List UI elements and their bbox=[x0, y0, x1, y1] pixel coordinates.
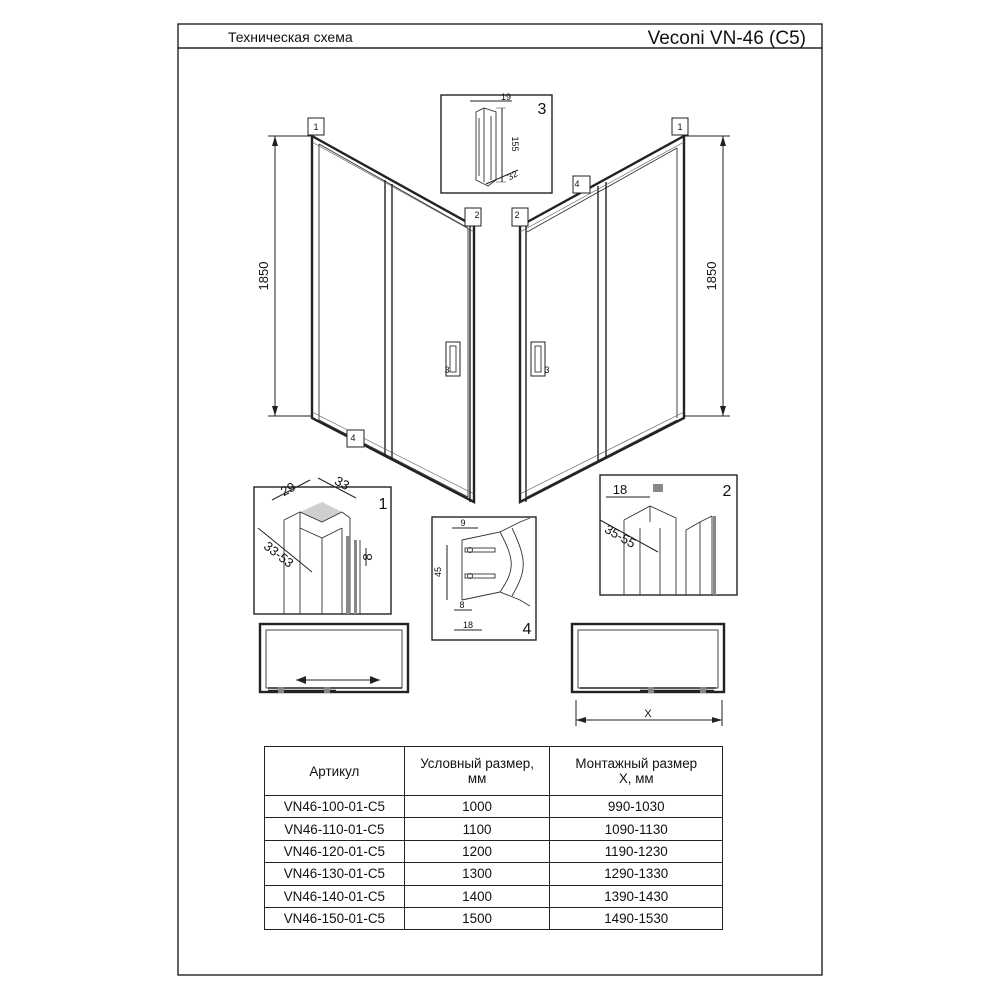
callout-marker-4-right bbox=[573, 176, 590, 193]
callout-marker-4-left bbox=[347, 430, 364, 447]
cell-nominal: 1500 bbox=[404, 907, 550, 929]
cell-nominal: 1000 bbox=[404, 796, 550, 818]
right-enclosure bbox=[520, 136, 684, 502]
table-row bbox=[265, 885, 723, 907]
detail-2-number: 2 bbox=[722, 483, 732, 500]
detail-2-wall-profile bbox=[600, 475, 737, 595]
table-header-row bbox=[265, 747, 723, 796]
callout-marker-1-right bbox=[672, 118, 688, 135]
detail-1-dim-33-53: 33-53 bbox=[261, 538, 297, 571]
cell-article: VN46-120-01-C5 bbox=[265, 840, 405, 862]
cell-article: VN46-140-01-C5 bbox=[265, 885, 405, 907]
cell-article: VN46-130-01-C5 bbox=[265, 863, 405, 885]
svg-text:3: 3 bbox=[544, 365, 550, 375]
table-row bbox=[265, 907, 723, 929]
detail-2-dim-35-55: 35-55 bbox=[602, 521, 639, 551]
cell-nominal: 1200 bbox=[404, 840, 550, 862]
mount-x-label: X bbox=[644, 708, 652, 720]
detail-4-dim-9: 9 bbox=[460, 518, 466, 528]
callout-marker-2-left bbox=[465, 208, 481, 226]
detail-1-corner-profile bbox=[254, 473, 391, 614]
detail-2-dim-18: 18 bbox=[612, 482, 628, 497]
svg-text:2: 2 bbox=[474, 210, 480, 220]
detail-3-number: 3 bbox=[537, 101, 547, 118]
cell-mounting: 1190-1230 bbox=[550, 840, 723, 862]
svg-text:3: 3 bbox=[444, 365, 450, 375]
cell-mounting: 1090-1130 bbox=[550, 818, 723, 840]
callout-marker-3-right bbox=[544, 365, 549, 375]
callout-marker-2-right bbox=[512, 208, 528, 226]
detail-4-dim-18: 18 bbox=[462, 620, 474, 630]
callout-marker-1-left bbox=[308, 118, 324, 135]
plan-view-left bbox=[260, 624, 408, 693]
detail-1-dim-33: 33 bbox=[332, 473, 353, 494]
svg-text:2: 2 bbox=[514, 210, 520, 220]
svg-text:4: 4 bbox=[574, 179, 580, 189]
table-row bbox=[265, 818, 723, 840]
svg-text:4: 4 bbox=[350, 433, 356, 443]
left-height-dimension bbox=[256, 136, 312, 416]
table-row bbox=[265, 796, 723, 818]
detail-1-dim-29: 29 bbox=[277, 479, 298, 500]
left-enclosure bbox=[312, 136, 474, 502]
header-right-title: Veconi VN-46 (C5) bbox=[647, 28, 806, 49]
cell-article: VN46-150-01-C5 bbox=[265, 907, 405, 929]
cell-mounting: 990-1030 bbox=[550, 796, 723, 818]
header-mounting-size: Монтажный размер X, мм bbox=[550, 747, 723, 796]
detail-3-handle bbox=[441, 92, 552, 193]
handle-depth-label: 32 bbox=[505, 168, 520, 183]
detail-1-dim-8: 8 bbox=[360, 553, 375, 561]
header-article: Артикул bbox=[265, 747, 405, 796]
cell-nominal: 1300 bbox=[404, 863, 550, 885]
table-row bbox=[265, 863, 723, 885]
right-height-label: 1850 bbox=[704, 261, 719, 291]
table-row bbox=[265, 840, 723, 862]
cell-nominal: 1100 bbox=[404, 818, 550, 840]
cell-mounting: 1490-1530 bbox=[550, 907, 723, 929]
plan-view-right bbox=[572, 624, 724, 726]
svg-text:1: 1 bbox=[677, 122, 683, 132]
right-height-dimension bbox=[684, 136, 730, 416]
spec-table bbox=[264, 746, 723, 930]
cell-mounting: 1390-1430 bbox=[550, 885, 723, 907]
svg-text:1: 1 bbox=[313, 122, 319, 132]
detail-4-dim-8: 8 bbox=[459, 600, 465, 610]
cell-article: VN46-100-01-C5 bbox=[265, 796, 405, 818]
detail-4-bottom-guide bbox=[432, 517, 536, 640]
detail-1-number: 1 bbox=[378, 496, 388, 513]
detail-4-dim-45: 45 bbox=[433, 566, 443, 578]
detail-4-number: 4 bbox=[522, 621, 532, 638]
cell-nominal: 1400 bbox=[404, 885, 550, 907]
cell-mounting: 1290-1330 bbox=[550, 863, 723, 885]
cell-article: VN46-110-01-C5 bbox=[265, 818, 405, 840]
left-height-label: 1850 bbox=[256, 261, 271, 291]
header-left-title: Техническая схема bbox=[228, 29, 353, 45]
handle-width-label: 19 bbox=[500, 92, 512, 102]
header-nominal-size: Условный размер, мм bbox=[404, 747, 550, 796]
callout-marker-3-left bbox=[444, 365, 449, 375]
handle-height-label: 155 bbox=[510, 136, 520, 152]
